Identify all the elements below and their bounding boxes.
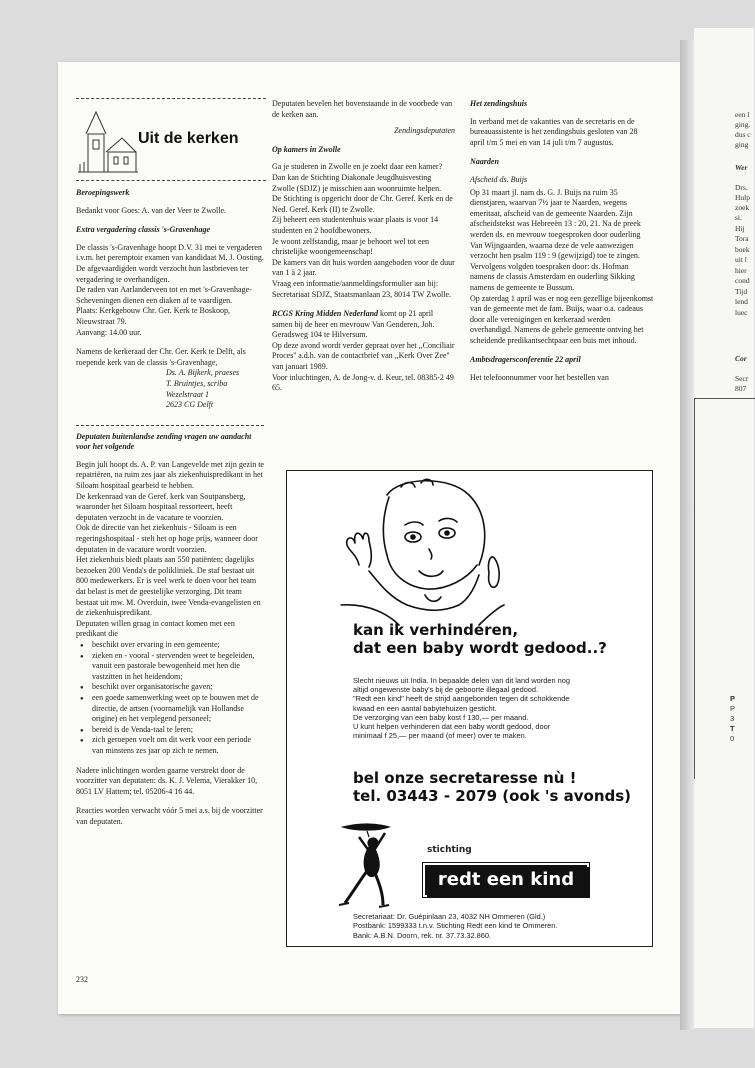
fragment: 3	[730, 714, 735, 723]
baby-illustration	[329, 475, 504, 625]
signature-line: T. Bruintjes, scriba	[166, 378, 228, 388]
fragment: Secr	[735, 374, 749, 383]
paragraph: Bedankt voor Goes: A. van der Veer te Zwolle.	[76, 205, 227, 215]
fragment: ging	[735, 140, 749, 149]
paragraph: Zij beheert een studentenhuis waar plaats is voor 14 studenten en 2 hoofdbewoners.	[272, 215, 439, 235]
heading-zendingshuis: Het zendingshuis	[470, 99, 528, 108]
paragraph-rcgs	[272, 309, 455, 341]
heading-naarden: Naarden	[470, 157, 499, 167]
ad-address-line: Secretariaat: Dr. Guépinlaan 23, 4032 NH Ommeren (Gld.)	[353, 912, 546, 921]
ad-body-line: kwaad en een aantal babytehuizen gesticht.	[353, 703, 497, 713]
paragraph: Deputaten willen graag in contact komen met een predikant die	[76, 618, 235, 639]
fragment: Cor	[735, 354, 747, 363]
heading-rcgs: RCGS Kring Midden Nederland	[272, 309, 379, 319]
ad-headline-line: kan ik verhinderen,	[353, 621, 519, 639]
ad-call-line: bel onze secretaresse nù !	[353, 769, 577, 787]
ad-address-line: Postbank: 1599333 t.n.v. Stichting Redt een kind te Ommeren.	[353, 921, 558, 931]
column-2	[272, 99, 455, 394]
list-item: ● beschikt over ervaring in een gemeente;	[86, 640, 264, 651]
fragment: 0	[730, 734, 735, 743]
ad-stichting-label: stichting	[427, 845, 472, 855]
ad-address	[353, 912, 557, 940]
paragraph: Aanvang: 14.00 uur.	[76, 327, 142, 337]
signature-line: Wezelstraat 1	[166, 389, 210, 399]
ad-body-line: Slecht nieuws uit India. In bepaalde delen van dit land worden nog	[353, 676, 570, 685]
paragraph: Ook de directie van het ziekenhuis - Siloam is een regeringshospitaal - stelt het op hoge prijs, wanneer door deputaten in de vacature wordt voorzien.	[76, 523, 258, 554]
church-icon	[78, 100, 138, 176]
fragment: uit l	[735, 255, 747, 264]
paragraph: Op deze avond wordt verder gepraat over het ,,Conciliair Proces'' a.d.h. van de contactbrief van ,,Kerk Over Zee'' van januari 1989.	[272, 340, 455, 372]
fragment: P	[730, 704, 736, 713]
signature-line: Ds. A. Bijkerk, praeses	[166, 368, 240, 378]
ad-phone-line: tel. 03443 - 2079 (ook 's avonds)	[353, 787, 632, 805]
ad-headline-line: dat een baby wordt gedood..?	[353, 639, 607, 657]
fragment: cond	[735, 276, 750, 285]
book-spine	[680, 40, 694, 1030]
paragraph: De Stichting is opgericht door de Chr. Geref. Kerk en de Ned. Geref. Kerk (II) te Zwolle.	[272, 194, 453, 214]
paragraph: Begin juli hoopt ds. A. P. van Langevelde met zijn gezin te repatriëren, na ruim zes jaar als ziekenhuispredikant in het Siloam hospitaal gearbeid te hebben.	[76, 459, 264, 491]
fragment: Hulp	[735, 193, 750, 202]
column-3	[470, 99, 654, 393]
heading-ambtsdragers: Ambtsdragersconferentie 22 april	[470, 355, 581, 365]
fragment: hier	[735, 266, 747, 275]
paragraph: Je woont zelfstandig, maar je behoort wel tot een christelijke woongemeenschap!	[272, 236, 430, 257]
fragment: Tora	[735, 234, 749, 243]
ad-headline	[353, 621, 607, 657]
list-item: ● zich geroepen voelt om dit werk voor een periode van minstens zes jaar op zich te nemen.	[86, 735, 264, 756]
paragraph: De raden van Aarlanderveen tot en met 's-Gravenhage-Scheveningen dienen een diaken af te vaardigen.	[76, 285, 252, 305]
list-item: ● een goede samenwerking weet op te bouwen met de directie, de artsen (voornamelijk van Hollandse origine) en het verplegend personeel;	[86, 693, 264, 725]
header-dashed-rule	[76, 180, 266, 181]
section-logo	[78, 96, 264, 176]
ad-body	[353, 676, 633, 740]
page-number: 232	[76, 975, 88, 984]
paragraph: In verband met de vakanties van de secretaris en de bureauassistente is het zendingshuis gesloten van 28 april t/m 5 mei en van 14 juli t/m 7 augustus.	[470, 116, 638, 147]
fragment: P	[730, 694, 736, 703]
paragraph: De kamers van dit huis worden aangeboden voor de duur van 1 à 2 jaar.	[272, 257, 455, 278]
paragraph: De kerkenraad van de Geref. kerk van Soutpansberg, waaronder het Siloam hospitaal ressorteert, heeft deputaten verzocht in de vacature te voorzien.	[76, 491, 246, 522]
list-item: ● zieken en - vooral - stervenden weet te begeleiden, vanuit een pastorale bewogenheid met hen die vastzitten in het heidendom;	[86, 651, 264, 683]
heading-beroepingswerk: Beroepingswerk	[76, 188, 130, 197]
paragraph: Namens de kerkeraad der Chr. Ger. Kerk te Delft, als roepende kerk van de classis 's-Gravenhage,	[76, 347, 246, 367]
column-1	[76, 188, 264, 836]
requirements-list	[76, 640, 264, 757]
paragraph: De afgevaardigden wordt verzocht hun lastbrieven ter vergadering te overhandigen.	[76, 263, 249, 284]
ad-body-line: "Redt een kind" heeft de strijd aangebonden tegen dit schokkende	[353, 694, 570, 704]
fragment: lend	[735, 297, 748, 306]
heading-kamers: Op kamers in Zwolle	[272, 144, 341, 154]
list-item: ● beschikt over organisatorische gaven;	[86, 682, 264, 693]
ad-body-line: altijd ongewenste baby's bij de geboorte illegaal gedood.	[353, 685, 539, 695]
paragraph: De classis 's-Gravenhage hoopt D.V. 31 mei te vergaderen i.v.m. het peremptoir examen van kandidaat M. J. Oosting.	[76, 242, 264, 263]
signature-line: 2623 CG Delft	[166, 400, 214, 410]
ad-body-line: U kunt helpen verhinderen dat een baby wordt gedood, door	[353, 722, 551, 732]
fragment: luec	[735, 308, 748, 317]
heading-zending: Deputaten buitenlandse zending vragen uw aandacht voor het volgende	[76, 431, 252, 452]
paragraph: Op 31 maart jl. nam ds. G. J. Buijs na ruim 35 dienstjaren, waarvan 7½ jaar te Naarden, wegens emeritaat, afscheid van de gemeente Naarden. Zijn afscheidstekst was Hebreeën 13 : 20, 21. Na de preek werden ds. en mevrouw toegesproken door ouderling Van Wijngaarden, waarna deze de vele aanwezigen verzocht hen psalm 119 : 9 (gewijzigd) toe te zingen. Vervolgens volgden toespraken door: ds. Hofman namens de classis Amsterdam en ouderling Sikking namens de gemeente te Bussum.	[470, 187, 641, 292]
paragraph: Vraag een informatie/aanmeldingsformulier aan bij: Secretariaat SDJZ, Staatsmanlaan 23, 8014 TW Zwolle.	[272, 278, 451, 299]
advertisement-redt-een-kind	[286, 470, 653, 947]
ad-org-banner: redt een kind	[425, 865, 587, 895]
fragment: dus c	[735, 130, 751, 139]
subheading-afscheid: Afscheid ds. Buijs	[470, 174, 528, 184]
paragraph: Ga je studeren in Zwolle en je zoekt daar een kamer?	[272, 162, 443, 172]
paragraph: Plaats: Kerkgebouw Chr. Ger. Kerk te Boskoop, Nieuwstraat 79.	[76, 306, 230, 326]
ad-body-line: De verzorging van een baby kost f 130,— per maand.	[353, 712, 529, 722]
fragment: si.	[735, 213, 742, 222]
fragment: ging.	[735, 120, 751, 129]
fragment: een l	[735, 110, 750, 119]
ad-body-line: minimaal f 25,— per maand (of meer) over te maken.	[353, 731, 527, 741]
paragraph: Voor inluchtingen, A. de Jong-v. d. Keur, tel. 08385-2 49 65.	[272, 372, 454, 393]
paragraph: Reacties worden verwacht vóór 5 mei a.s. bij de voorzitter van deputaten.	[76, 806, 263, 826]
ad-address-line: Bank: A.B.N. Doorn, rek. nr. 37.73.32.860.	[353, 930, 492, 940]
section-title: Uit de kerken	[138, 130, 239, 147]
signature: Zendingsdeputaten	[394, 126, 455, 136]
rcgs-text: komt op 21 april samen bij de heer en mevrouw Van Genderen, Joh. Geradsweg 104 te Hilversum.	[272, 309, 435, 340]
paragraph: Op zaterdag 1 april was er nog een gezellige bijeenkomst van de gemeente met de fam. Buijs, waar o.a. cadeaus door alle verenigingen en kerkeraad werden overhandigd. Namens de gehele gemeente ontving het scheidende predikantsechtpaar een buis met inhoud.	[470, 293, 654, 345]
fragment: Wer	[735, 163, 748, 172]
paragraph: Het telefoonnummer voor het bestellen van	[470, 373, 609, 383]
fragment: Drs.	[735, 183, 748, 192]
ad-call-to-action	[353, 769, 631, 805]
fragment: T	[730, 724, 735, 733]
paragraph: Nadere inlichtingen worden gaarne verstrekt door de voorzitter van deputaten: ds. K. J. Velema, Vierakker 10, 8051 LV Hattem; tel. 05206-4 16 44.	[76, 765, 258, 796]
right-page-edge	[694, 28, 754, 1028]
paragraph: Dan kan de Stichting Diakonale Jeugdhuisvesting Zwolle (SDJZ) je misschien aan woonruimte helpen.	[272, 172, 442, 193]
paragraph: Deputaten bevelen het bovenstaande in de voorbede van de kerken aan.	[272, 99, 453, 119]
fragment: Tijd	[735, 287, 748, 296]
fragment: 807	[735, 384, 747, 393]
fragment: zoek	[735, 203, 750, 212]
list-item: ● bereid is de Venda-taal te leren;	[86, 725, 264, 736]
divider	[76, 425, 264, 426]
child-carrying-bowl-icon	[339, 817, 419, 909]
fragment: Hij	[735, 224, 745, 233]
heading-classis: Extra vergadering classis 's-Gravenhage	[76, 225, 210, 235]
fragment: boek	[735, 245, 750, 254]
paragraph: Het ziekenhuis biedt plaats aan 550 patiënten; dagelijks bezoeken 200 Venda's de polikliniek. De staf bestaat uit 800 medewerkers. Er is veel werk te doen voor het team dat belast is met de geestelijke verzorging. Dit team bestaat uit mw. M. Overduin, twee Venda-evangelisten en de ziekenhuispredikant.	[76, 555, 261, 618]
